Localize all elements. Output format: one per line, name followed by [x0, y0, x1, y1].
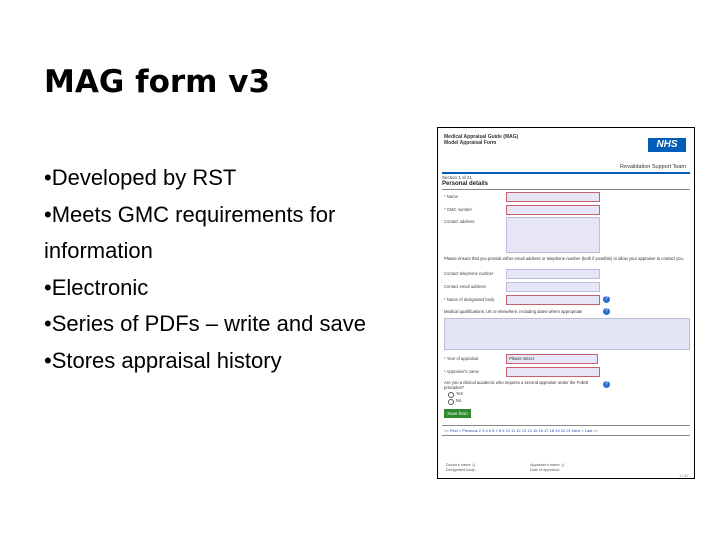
page-navigation[interactable]: << First < Previous 2 3 4 5 6 7 8 9 10 11 12 13 14 15 16 17 18 19 20 21 Next > Last >> — [444, 428, 599, 433]
footer-appraiser: Appraiser's name: () — [530, 463, 565, 467]
body-input[interactable] — [506, 295, 600, 305]
address-input[interactable] — [506, 217, 600, 253]
year-label: * Year of appraisal — [444, 356, 478, 361]
pager-divider — [442, 425, 690, 426]
section-divider — [442, 189, 690, 190]
academic-question: Are you a clinical academic who requires a second appraiser under the Follett principles? — [444, 380, 589, 390]
gmc-label: * GMC number — [444, 207, 472, 212]
phone-label: Contact telephone number — [444, 271, 494, 276]
org-name: Revalidation Support Team — [620, 164, 686, 170]
pager-divider — [442, 435, 690, 436]
bullet-item: •Series of PDFs – write and save — [44, 311, 366, 336]
header-divider — [442, 172, 690, 174]
slide-title: MAG form v3 — [44, 64, 271, 100]
form-header — [444, 134, 518, 146]
name-input[interactable] — [506, 192, 600, 202]
form-screenshot — [437, 127, 695, 479]
year-select[interactable] — [506, 354, 598, 364]
bullet-item: •Electronic — [44, 274, 149, 300]
nhs-logo: NHS — [648, 138, 686, 152]
address-label: Contact address — [444, 219, 475, 224]
email-label: Contact email address — [444, 284, 486, 289]
radio-yes[interactable] — [448, 392, 454, 398]
name-label: * Name — [444, 194, 458, 199]
form-header-subtitle: Model Appraisal Form — [444, 140, 497, 146]
help-icon[interactable]: ? — [603, 381, 610, 388]
year-select-value: Please select — [509, 356, 534, 361]
body-label: * Name of designated body — [444, 297, 495, 302]
qualifications-label: Medical qualifications, UK or elsewhere, including dates where appropriate — [444, 309, 583, 314]
help-icon[interactable]: ? — [603, 308, 610, 315]
phone-input[interactable] — [506, 269, 600, 279]
footer-body: Designated body: — [446, 468, 476, 472]
contact-note: Please ensure that you provide either email address or telephone number (both if possible) to allow your appraiser to contact you. — [444, 256, 684, 261]
appraiser-input[interactable] — [506, 367, 600, 377]
appraiser-label: * Appraiser's name — [444, 369, 480, 374]
help-icon[interactable]: ? — [603, 296, 610, 303]
bullet-item: •Developed by RST — [44, 165, 237, 190]
section-title: Personal details — [442, 181, 489, 187]
email-input[interactable] — [506, 282, 600, 292]
page-number: 1 / 21 — [679, 474, 688, 478]
radio-yes-label: Yes — [456, 391, 463, 396]
footer-left — [446, 463, 476, 473]
footer-date: Date of appraisal: — [530, 468, 560, 472]
bullet-item: •Meets GMC requirements for information — [44, 201, 336, 263]
gmc-input[interactable] — [506, 205, 600, 215]
bullet-list — [44, 160, 424, 379]
bullet-item: •Stores appraisal history — [44, 347, 282, 373]
section-tag: Section 1 of 21 — [442, 175, 473, 180]
footer-right — [530, 463, 564, 473]
form-header-title: Medical Appraisal Guide (MAG) — [444, 134, 519, 140]
footer-doctor: Doctor's name: () — [446, 463, 475, 467]
radio-no[interactable] — [448, 399, 454, 405]
radio-no-label: No — [456, 398, 462, 403]
qualifications-input[interactable] — [444, 318, 690, 350]
save-form-button[interactable]: Save form — [444, 409, 471, 418]
